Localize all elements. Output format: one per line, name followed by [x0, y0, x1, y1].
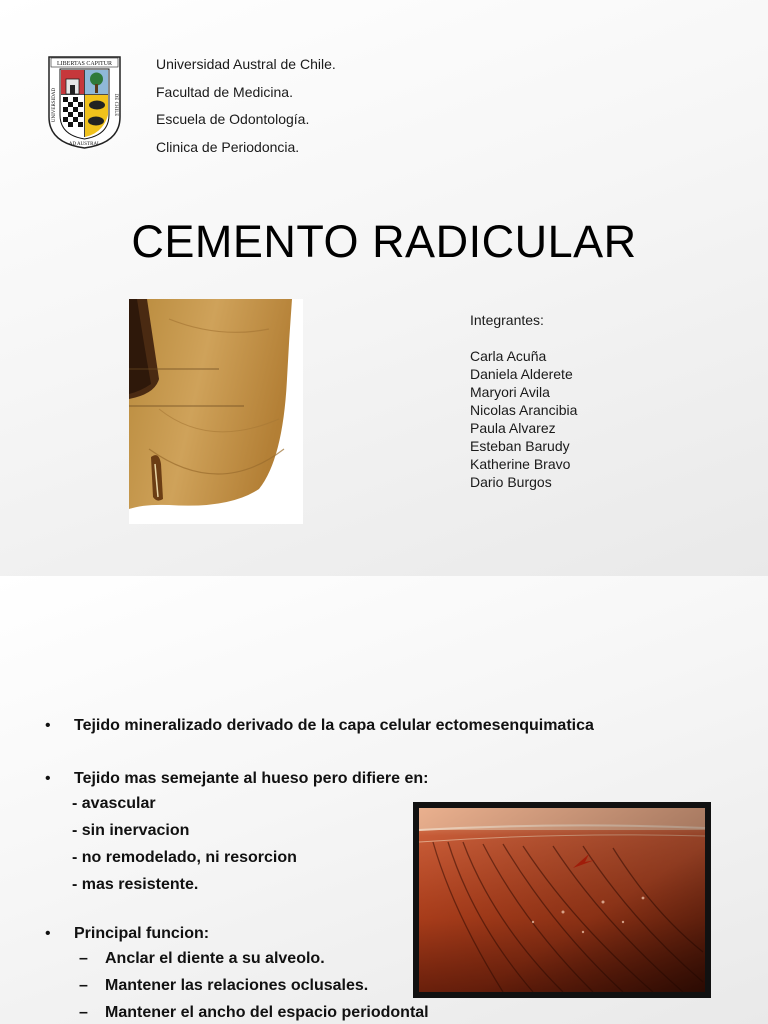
- sub-item: - avascular: [72, 795, 156, 812]
- cementum-micrograph-image: [413, 802, 711, 998]
- bullet-dot: •: [45, 717, 51, 734]
- bullet-text: Tejido mas semejante al hueso pero difiere en:: [74, 770, 429, 787]
- team-member: Katherine Bravo: [470, 456, 571, 472]
- bullet-dot: •: [45, 925, 51, 942]
- content-slide: [0, 576, 768, 1024]
- slide-title: CEMENTO RADICULAR: [131, 216, 637, 267]
- clinic-name: Clinica de Periodoncia.: [156, 138, 300, 155]
- team-member: Daniela Alderete: [470, 366, 573, 382]
- bullet-dot: •: [45, 770, 51, 787]
- crest-motto-top: LIBERTAS CAPITUR: [57, 61, 112, 67]
- bullet-text: Tejido mineralizado derivado de la capa celular ectomesenquimatica: [74, 717, 594, 734]
- team-member: Esteban Barudy: [470, 438, 570, 454]
- bullet-item: [45, 768, 594, 790]
- dash-item: [45, 999, 594, 1024]
- dash-mark: –: [79, 977, 88, 994]
- university-name: Universidad Austral de Chile.: [156, 56, 336, 72]
- sub-item: - mas resistente.: [72, 876, 199, 893]
- crest-motto-bottom: AD AUSTRAL: [68, 142, 101, 147]
- team-member: Nicolas Arancibia: [470, 402, 578, 418]
- team-list: [470, 311, 577, 491]
- dash-text: Mantener el ancho del espacio periodontal: [105, 1004, 429, 1021]
- team-heading: Integrantes:: [470, 312, 544, 328]
- dash-text: Mantener las relaciones oclusales.: [105, 977, 369, 994]
- university-info: [156, 51, 336, 161]
- sub-item: - no remodelado, ni resorcion: [72, 849, 297, 866]
- faculty-name: Facultad de Medicina.: [156, 83, 293, 100]
- dash-mark: –: [79, 950, 88, 967]
- team-member: Maryori Avila: [470, 384, 550, 400]
- bullet-item: [45, 715, 594, 737]
- bullet-text: Principal funcion:: [74, 925, 210, 942]
- crest-motto-left: UNIVERSIDAD: [52, 87, 57, 123]
- tooth-root-histology-image: [129, 299, 303, 524]
- dash-mark: –: [79, 1004, 88, 1021]
- university-crest-icon: [47, 55, 122, 150]
- team-member: Dario Burgos: [470, 474, 552, 490]
- sub-item: - sin inervacion: [72, 822, 190, 839]
- dash-text: Anclar el diente a su alveolo.: [105, 950, 325, 967]
- crest-motto-right: DE CHILE: [113, 93, 118, 117]
- school-name: Escuela de Odontología.: [156, 111, 310, 127]
- team-member: Carla Acuña: [470, 348, 547, 364]
- team-member: Paula Alvarez: [470, 420, 556, 436]
